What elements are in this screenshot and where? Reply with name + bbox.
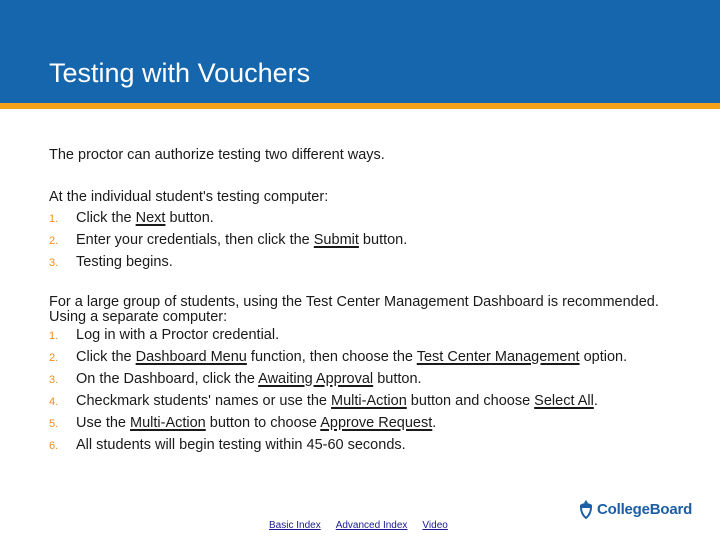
- steps-list: [49, 325, 699, 457]
- select-all-link: Select All: [534, 393, 594, 409]
- list-item: [49, 325, 699, 347]
- section-individual: [49, 187, 699, 274]
- step-text: On the Dashboard, click the Awaiting Approval button.: [76, 371, 422, 387]
- intro-text: The proctor can authorize testing two different ways.: [49, 147, 385, 163]
- list-item: [49, 391, 699, 413]
- step-number: 1.: [49, 330, 59, 342]
- collegeboard-logo: [578, 497, 692, 521]
- step-text: Checkmark students' names or use the Multi-Action button and choose Select All.: [76, 393, 598, 409]
- header-accent-stripe: [0, 103, 720, 109]
- steps-list: [49, 208, 699, 274]
- next-link: Next: [135, 210, 166, 226]
- list-item: [49, 347, 699, 369]
- multi-action-link: Multi-Action: [130, 415, 206, 431]
- advanced-index-link[interactable]: Advanced Index: [335, 520, 408, 531]
- list-item: [49, 435, 699, 457]
- step-number: 3.: [49, 257, 59, 269]
- step-text: Testing begins.: [76, 254, 173, 270]
- list-item: [49, 230, 699, 252]
- test-center-management-link: Test Center Management: [416, 349, 580, 365]
- basic-index-link[interactable]: Basic Index: [269, 520, 321, 531]
- step-number: 2.: [49, 352, 59, 364]
- list-item: [49, 208, 699, 230]
- step-number: 5.: [49, 418, 59, 430]
- section-group: [49, 295, 699, 457]
- logo-text: CollegeBoard: [597, 500, 693, 518]
- footer-nav: [269, 520, 448, 531]
- list-item: [49, 252, 699, 274]
- acorn-icon: [578, 499, 594, 519]
- step-text: Click the Next button.: [76, 210, 214, 226]
- section-title: For a large group of students, using the Test Center Management Dashboard is recommended. Using a separate computer:: [49, 294, 659, 325]
- step-number: 6.: [49, 440, 59, 452]
- submit-link: Submit: [313, 232, 359, 248]
- page-title: Testing with Vouchers: [49, 58, 311, 88]
- step-text: Click the Dashboard Menu function, then choose the Test Center Management option.: [76, 349, 628, 365]
- video-link[interactable]: Video: [422, 520, 448, 531]
- multi-action-link: Multi-Action: [331, 393, 407, 409]
- step-text: Enter your credentials, then click the Submit button.: [76, 232, 408, 248]
- step-number: 4.: [49, 396, 59, 408]
- slide-content: [49, 145, 699, 478]
- step-number: 1.: [49, 213, 59, 225]
- awaiting-approval-link: Awaiting Approval: [258, 371, 374, 387]
- dashboard-menu-link: Dashboard Menu: [135, 349, 247, 365]
- step-text: Log in with a Proctor credential.: [76, 327, 280, 343]
- approve-request-link: Approve Request: [320, 415, 433, 431]
- list-item: [49, 413, 699, 435]
- step-number: 3.: [49, 374, 59, 386]
- section-title: At the individual student's testing computer:: [49, 189, 329, 205]
- list-item: [49, 369, 699, 391]
- step-number: 2.: [49, 235, 59, 247]
- step-text: Use the Multi-Action button to choose Approve Request.: [76, 415, 437, 431]
- step-text: All students will begin testing within 45-60 seconds.: [76, 437, 406, 453]
